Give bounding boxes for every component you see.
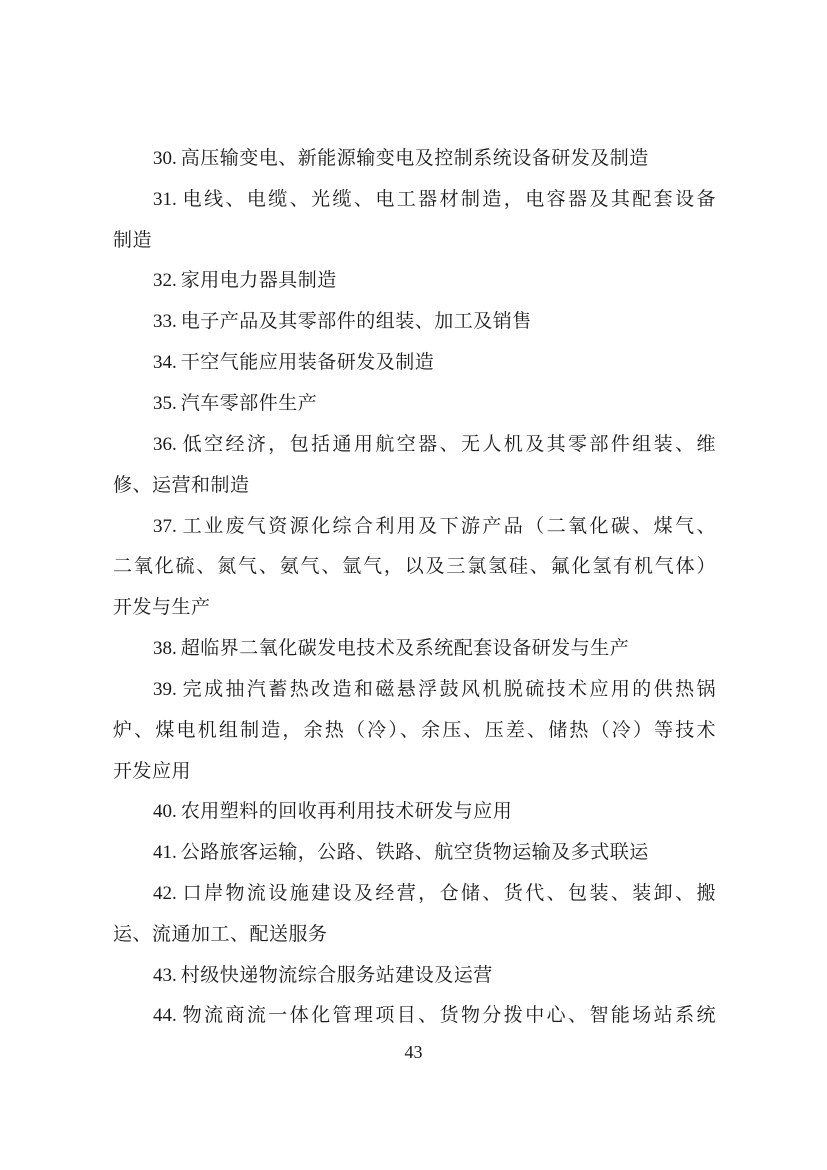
list-item-continuation: 开发应用 <box>113 760 192 782</box>
item-number: 43. <box>153 965 177 986</box>
item-text: 公路旅客运输，公路、铁路、航空货物运输及多式联运 <box>180 841 649 863</box>
item-text: 汽车零部件生产 <box>180 392 318 414</box>
item-number: 42. <box>153 883 177 904</box>
item-number: 41. <box>153 842 177 863</box>
item-text: 高压输变电、新能源输变电及控制系统设备研发及制造 <box>180 147 649 169</box>
list-item-continuation: 修、运营和制造 <box>113 474 250 496</box>
item-number: 38. <box>153 638 177 659</box>
item-text: 农用塑料的回收再利用技术研发与应用 <box>180 800 513 822</box>
list-item <box>153 677 716 702</box>
list-item <box>153 840 716 865</box>
item-number: 32. <box>153 270 177 291</box>
item-text: 超临界二氧化碳发电技术及系统配套设备研发与生产 <box>180 637 630 659</box>
list-item-continuation: 开发与生产 <box>113 596 211 618</box>
list-item <box>153 268 716 293</box>
item-number: 36. <box>153 434 177 455</box>
item-number: 31. <box>153 189 177 210</box>
item-number: 35. <box>153 393 177 414</box>
list-item-continuation: 运、流通加工、配送服务 <box>113 923 328 945</box>
item-text: 电子产品及其零部件的组装、加工及销售 <box>180 310 532 332</box>
list-item <box>153 146 716 171</box>
item-text: 物流商流一体化管理项目、货物分拨中心、智能场站系统 <box>180 1004 716 1026</box>
item-number: 39. <box>153 679 177 700</box>
list-item-continuation: 制造 <box>113 229 153 251</box>
item-text: 工业废气资源化综合利用及下游产品（二氧化碳、煤气、 <box>180 515 716 537</box>
item-number: 33. <box>153 311 177 332</box>
list-item-continuation: 二氧化硫、氮气、氨气、氩气，以及三氯氢硅、氟化氢有机气体） <box>113 555 716 577</box>
item-text: 完成抽汽蓄热改造和磁悬浮鼓风机脱硫技术应用的供热锅 <box>180 678 716 700</box>
item-text: 电线、电缆、光缆、电工器材制造，电容器及其配套设备 <box>180 188 716 210</box>
item-number: 40. <box>153 801 177 822</box>
list-item-continuation: 炉、煤电机组制造，余热（冷）、余压、压差、储热（冷）等技术 <box>113 719 716 741</box>
list-item <box>153 514 716 539</box>
item-number: 30. <box>153 148 177 169</box>
item-text: 村级快递物流综合服务站建设及运营 <box>180 964 493 986</box>
page-number: 43 <box>404 1042 423 1062</box>
item-text: 家用电力器具制造 <box>180 269 337 291</box>
item-text: 干空气能应用装备研发及制造 <box>180 351 435 373</box>
list-item <box>153 636 716 661</box>
list-item <box>153 1003 716 1028</box>
list-item <box>153 432 716 457</box>
item-number: 44. <box>153 1005 177 1026</box>
list-item <box>153 350 716 375</box>
list-item <box>153 963 716 988</box>
list-item <box>153 391 716 416</box>
list-item <box>153 187 716 212</box>
item-number: 37. <box>153 516 177 537</box>
list-item <box>153 309 716 334</box>
list-item <box>153 881 716 906</box>
item-number: 34. <box>153 352 177 373</box>
item-text: 低空经济，包括通用航空器、无人机及其零部件组装、维 <box>180 433 716 455</box>
list-item <box>153 799 716 824</box>
item-text: 口岸物流设施建设及经营，仓储、货代、包装、装卸、搬 <box>180 882 716 904</box>
